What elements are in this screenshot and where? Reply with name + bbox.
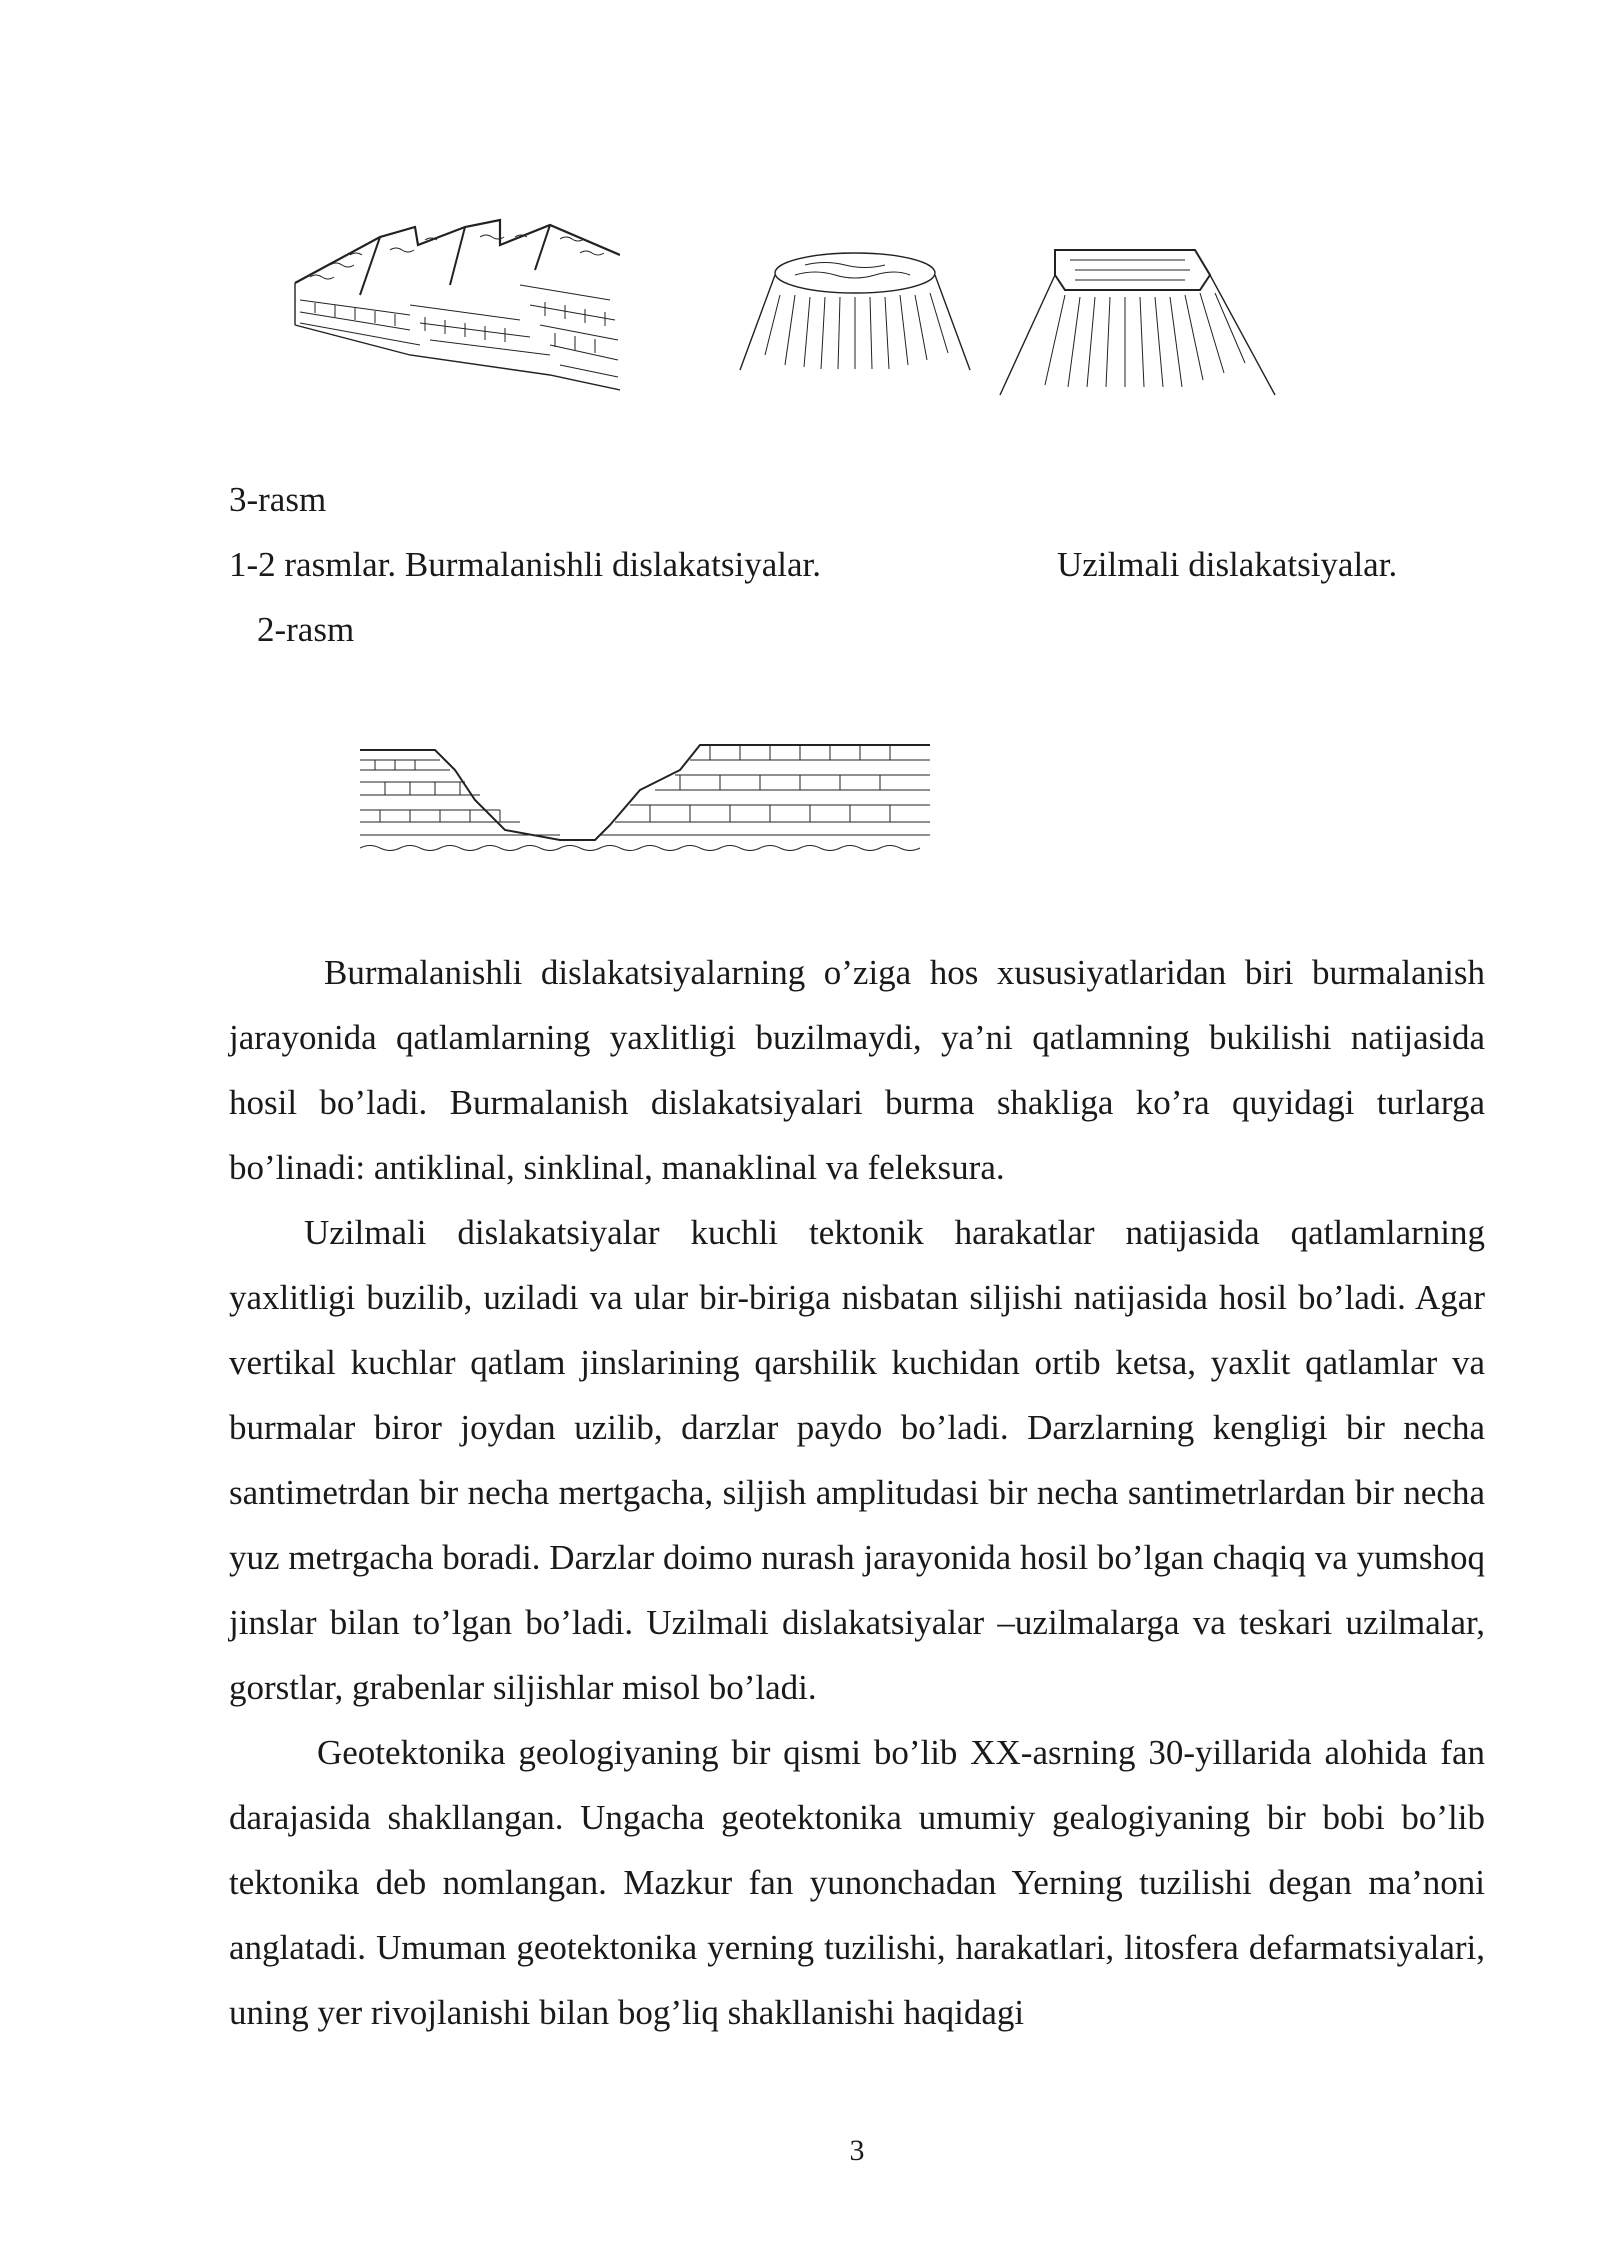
figure-truncated-fold: [735, 245, 975, 380]
paragraph-geotektonika: Geotektonika geologiyaning bir qismi bo’lib XX-asrning 30-yillarida alohida fan darajasida shakllangan. Ungacha geotektonika umumiy gealogiyaning bir bobi bo’lib tektonika deb nomlangan. Mazkur fan yunonchadan Yerning tuzilishi degan ma’noni anglatadi. Umuman geotektonika yerning tuzilishi, harakatlari, litosfera defarmatsiyalari, uning yer rivojlanishi bilan bog’liq shakllanishi haqidagi: [229, 1733, 1485, 2032]
body-text: [229, 940, 1485, 2045]
caption-2-rasm: 2-rasm: [257, 610, 355, 649]
figure-faulted-block: [995, 245, 1280, 400]
caption-uzilmali: Uzilmali dislakatsiyalar.: [1057, 545, 1398, 584]
figure-fault-steps: [290, 215, 620, 400]
figure-graben: [360, 740, 930, 855]
paragraph-burmalanishli: Burmalanishli dislakatsiyalarning o’ziga hos xususiyatlaridan biri burmalanish jarayonida qatlamlarning yaxlitligi buzilmaydi, ya’ni qatlamning bukilishi natijasida hosil bo’ladi. Burmalanish dislakatsiyalari burma shakliga ko’ra quyidagi turlarga bo’linadi: antiklinal, sinklinal, manaklinal va feleksura.: [229, 953, 1485, 1187]
caption-burmalanishli: 1-2 rasmlar. Burmalanishli dislakatsiyalar.: [229, 545, 821, 584]
caption-3-rasm: 3-rasm: [229, 480, 327, 519]
page-number: 3: [849, 2134, 865, 2167]
paragraph-uzilmali: Uzilmali dislakatsiyalar kuchli tektonik harakatlar natijasida qatlamlarning yaxlitligi buzilib, uziladi va ular bir-biriga nisbatan siljishi natijasida hosil bo’ladi. Agar vertikal kuchlar qatlam jinslarining qarshilik kuchidan ortib ketsa, yaxlit qatlamlar va burmalar biror joydan uzilib, darzlar paydo bo’ladi. Darzlarning kengligi bir necha santimetrdan bir necha mertgacha, siljish amplitudasi bir necha santimetrlardan bir necha yuz metrgacha boradi. Darzlar doimo nurash jarayonida hosil bo’lgan chaqiq va yumshoq jinslar bilan to’lgan bo’ladi. Uzilmali dislakatsiyalar –uzilmalarga va teskari uzilmalar, gorstlar, grabenlar siljishlar misol bo’ladi.: [229, 1213, 1485, 1707]
